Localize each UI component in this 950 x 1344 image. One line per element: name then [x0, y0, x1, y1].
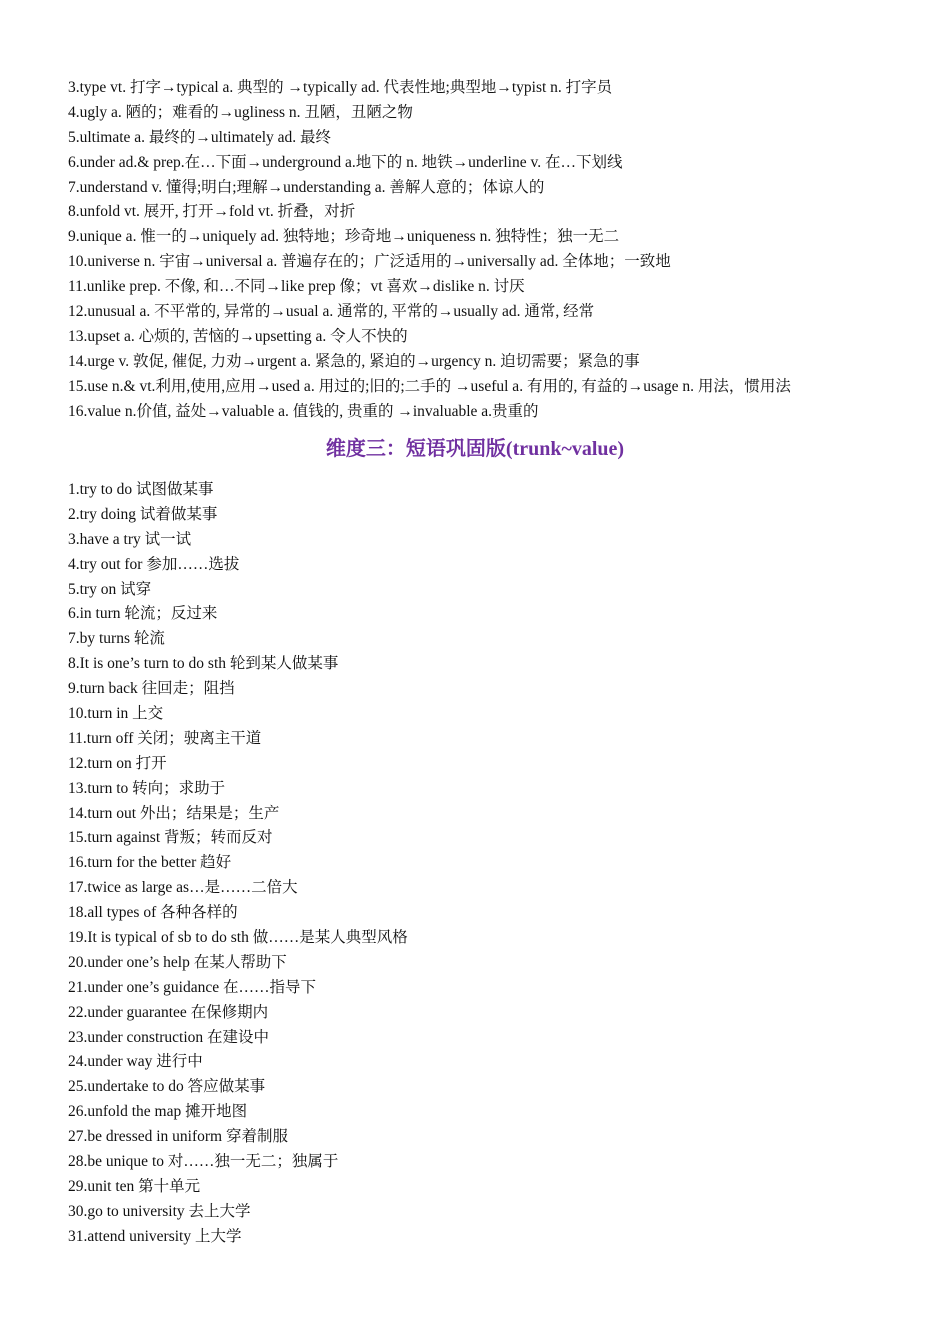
phrase-line: 20.under one’s help 在某人帮助下 — [68, 953, 287, 971]
phrase-line: 2.try doing 试着做某事 — [68, 505, 218, 523]
phrase-line: 4.try out for 参加……选拔 — [68, 555, 240, 573]
phrase-line: 6.in turn 轮流；反过来 — [68, 605, 218, 623]
phrase-line: 17.twice as large as…是……二倍大 — [68, 879, 298, 897]
phrase-line: 24.under way 进行中 — [68, 1053, 203, 1071]
phrase-line: 30.go to university 去上大学 — [68, 1202, 251, 1220]
phrase-line: 7.by turns 轮流 — [68, 630, 165, 648]
phrase-line: 21.under one’s guidance 在……指导下 — [68, 978, 316, 996]
phrase-line: 29.unit ten 第十单元 — [68, 1177, 201, 1195]
phrase-line: 18.all types of 各种各样的 — [68, 904, 238, 922]
phrase-line: 16.turn for the better 趋好 — [68, 854, 232, 872]
phrase-line: 11.turn off 关闭；驶离主干道 — [68, 729, 262, 747]
phrase-line: 15.turn against 背叛；转而反对 — [68, 829, 273, 847]
vocab-line: 8.unfold vt. 展开, 打开→fold vt. 折叠，对折 — [68, 203, 356, 221]
vocab-line: 11.unlike prep. 不像, 和…不同→like prep 像；vt 喜欢→dislike n. 讨厌 — [68, 278, 525, 296]
section-title: 维度三：短语巩固版(trunk~value) — [325, 438, 625, 460]
vocab-line: 10.universe n. 宇宙→universal a. 普遍存在的；广泛适用的→universally ad. 全体地；一致地 — [68, 253, 671, 271]
vocab-line: 15.use n.& vt.利用,使用,应用→used a. 用过的;旧的;二手的 →useful a. 有用的, 有益的→usage n. 用法，惯用法 — [68, 377, 791, 395]
phrase-list — [68, 478, 898, 1250]
vocabulary-list — [68, 76, 898, 424]
vocab-line: 3.type vt. 打字→typical a. 典型的 →typically ad. 代表性地;典型地→typist n. 打字员 — [68, 79, 613, 96]
phrase-line: 23.under construction 在建设中 — [68, 1028, 270, 1046]
phrase-line: 10.turn in 上交 — [68, 705, 164, 723]
phrase-line: 9.turn back 往回走；阻挡 — [68, 680, 235, 698]
phrase-line: 12.turn on 打开 — [68, 754, 167, 772]
phrase-line: 3.have a try 试一试 — [68, 530, 192, 548]
phrase-line: 26.unfold the map 摊开地图 — [68, 1103, 248, 1121]
phrase-line: 13.turn to 转向；求助于 — [68, 779, 226, 797]
vocab-line: 7.understand v. 懂得;明白;理解→understanding a. 善解人意的；体谅人的 — [68, 178, 545, 196]
phrase-line: 25.undertake to do 答应做某事 — [68, 1078, 266, 1096]
vocab-line: 14.urge v. 敦促, 催促, 力劝→urgent a. 紧急的, 紧迫的→urgency n. 迫切需要；紧急的事 — [68, 352, 640, 370]
phrase-line: 14.turn out 外出；结果是；生产 — [68, 804, 280, 822]
vocab-line: 16.value n.价值, 益处→valuable a. 值钱的, 贵重的 →invaluable a.贵重的 — [68, 402, 539, 420]
phrase-line: 28.be unique to 对……独一无二；独属于 — [68, 1153, 339, 1171]
vocab-line: 6.under ad.& prep.在…下面→underground a.地下的 n. 地铁→underline v. 在…下划线 — [68, 153, 623, 171]
phrase-line: 22.under guarantee 在保修期内 — [68, 1003, 269, 1021]
phrase-line: 27.be dressed in uniform 穿着制服 — [68, 1128, 288, 1146]
phrase-line: 19.It is typical of sb to do sth 做……是某人典型风格 — [68, 929, 408, 947]
vocab-line: 5.ultimate a. 最终的→ultimately ad. 最终 — [68, 128, 332, 146]
vocab-line: 9.unique a. 惟一的→uniquely ad. 独特地；珍奇地→uniqueness n. 独特性；独一无二 — [68, 228, 620, 246]
phrase-line: 5.try on 试穿 — [68, 580, 152, 598]
vocab-line: 13.upset a. 心烦的, 苦恼的→upsetting a. 令人不快的 — [68, 327, 408, 345]
phrase-line: 31.attend university 上大学 — [68, 1227, 242, 1245]
vocab-line: 12.unusual a. 不平常的, 异常的→usual a. 通常的, 平常的→usually ad. 通常, 经常 — [68, 303, 595, 321]
phrase-line: 8.It is one’s turn to do sth 轮到某人做某事 — [68, 655, 339, 673]
vocab-line: 4.ugly a. 陋的；难看的→ugliness n. 丑陋，丑陋之物 — [68, 103, 413, 121]
phrase-line: 1.try to do 试图做某事 — [68, 481, 214, 498]
